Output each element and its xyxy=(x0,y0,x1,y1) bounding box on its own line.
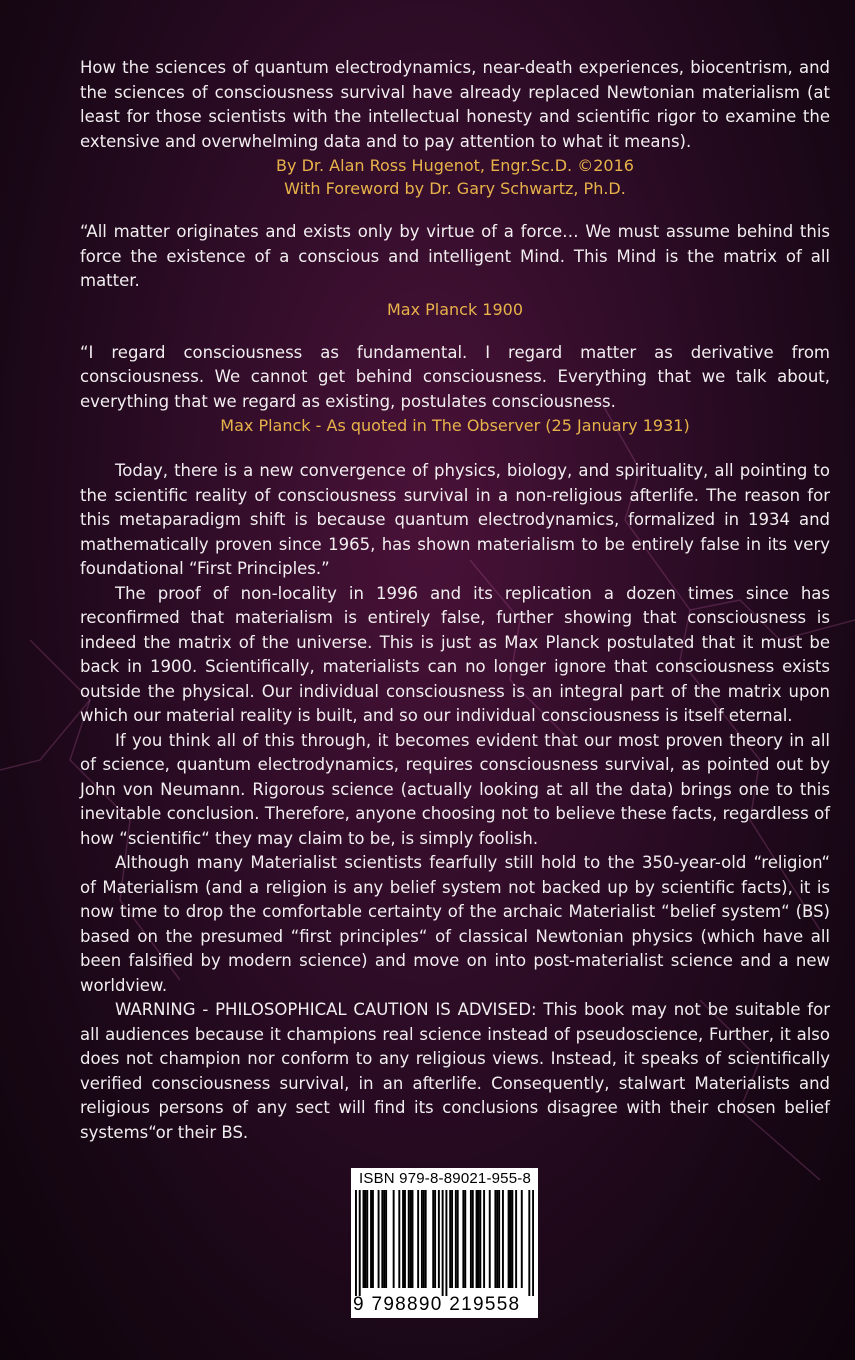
barcode-bar xyxy=(515,1190,517,1288)
body-paragraph-1: Today, there is a new convergence of physics, biology, and spirituality, all pointing to the scientific reality of consciousness survival in a non-religious afterlife. The reason for this metaparadigm shift is because quantum electrodynamics, formalized in 1934 and mathematically proven since 1965, has shown materialism to be entirely false in its very foundational “First Principles.” xyxy=(80,461,830,578)
barcode-bar xyxy=(528,1190,530,1296)
barcode-bar xyxy=(432,1190,434,1288)
barcode-bar xyxy=(408,1190,410,1288)
barcode-bar xyxy=(449,1190,451,1288)
barcode-bar xyxy=(355,1190,357,1296)
barcode-bar xyxy=(511,1190,513,1288)
barcode-bar xyxy=(442,1190,444,1296)
barcode-bar xyxy=(421,1190,423,1288)
barcode-bar xyxy=(483,1190,485,1288)
barcode-bar xyxy=(412,1190,414,1288)
planck-quote-2: “I regard consciousness as fundamental. I regard matter as derivative from consciousness. We cannot get behind consciousness. Everything that we talk about, everything that we regard as existing, postulates consciousness. xyxy=(80,342,830,411)
barcode-bar xyxy=(521,1190,523,1288)
barcode-digits: 9 798890 219558 xyxy=(353,1294,521,1315)
barcode-bar xyxy=(472,1190,474,1288)
barcode-bar xyxy=(462,1190,464,1288)
barcode-bar xyxy=(451,1190,453,1288)
barcode-bar xyxy=(477,1190,479,1288)
barcode-bar xyxy=(372,1190,374,1288)
planck-quote-2-attribution: Max Planck - As quoted in The Observer (25 January 1931) xyxy=(220,416,690,435)
body-paragraph-4: Although many Materialist scientists fearfully still hold to the 350-year-old “religion“ of Materialism (and a religion is any belief system not backed up by scientific facts), it is now time to drop the comfortable certainty of the archaic Materialist “belief system“ (BS) based on the presumed “first principles“ of classical Newtonian physics (which have all been falsified by modern science) and move on into post-materialist science and a new worldview. xyxy=(80,853,830,995)
barcode-bar xyxy=(366,1190,368,1288)
barcode-bar xyxy=(494,1190,496,1288)
barcode-bar xyxy=(410,1190,412,1288)
foreword-credit: With Foreword by Dr. Gary Schwartz, Ph.D. xyxy=(284,179,626,198)
barcode-bar xyxy=(479,1190,481,1288)
barcode-bar xyxy=(532,1190,534,1296)
barcode-bar xyxy=(385,1190,387,1288)
barcode-bar xyxy=(425,1190,427,1288)
barcode-bar xyxy=(445,1190,447,1296)
barcode-bar xyxy=(470,1190,472,1288)
back-cover-content xyxy=(80,56,830,1145)
barcode-bar xyxy=(508,1190,510,1288)
planck-quote-1: “All matter originates and exists only by virtue of a force… We must assume behind this force the existence of a conscious and intelligent Mind. This Mind is the matrix of all matter. xyxy=(80,222,830,290)
barcode-bar xyxy=(393,1190,395,1288)
body-paragraph-3: If you think all of this through, it becomes evident that our most proven theory in all of science, quantum electrodynamics, requires consciousness survival, as pointed out by John von Neumann. Rigorous science (actually looking at all the data) brings one to this inevitable conclusion. Therefore, anyone choosing not to believe these facts, regardless of how “scientific“ they may claim to be, is simply foolish. xyxy=(80,730,830,848)
barcode-bar xyxy=(476,1190,478,1288)
body-paragraph-5-warning: WARNING - PHILOSOPHICAL CAUTION IS ADVISED: This book may not be suitable for all audiences because it champions real science instead of pseudoscience, Further, it also does not champion nor conform to any religious views. Instead, it speaks of scientifically verified consciousness survival, in an afterlife. Consequently, stalwart Materialists and religious persons of any sect will find its conclusions disagree with their chosen belief systems“or their BS. xyxy=(80,1000,830,1142)
barcode-bar xyxy=(455,1190,457,1288)
barcode-bar xyxy=(434,1190,436,1288)
barcode-bar xyxy=(464,1190,466,1288)
barcode-bar xyxy=(502,1190,504,1288)
barcode-bar xyxy=(402,1190,404,1288)
barcode-bar xyxy=(359,1190,361,1296)
barcode-bar xyxy=(489,1190,491,1288)
barcode-bar xyxy=(378,1190,380,1288)
barcode-bar xyxy=(457,1190,459,1288)
barcode-bar xyxy=(404,1190,406,1288)
isbn-barcode xyxy=(351,1168,538,1318)
barcode-bar xyxy=(423,1190,425,1288)
barcode-bars xyxy=(355,1190,534,1296)
barcode-bar xyxy=(498,1190,500,1288)
barcode-bar xyxy=(496,1190,498,1288)
barcode-bar xyxy=(398,1190,400,1288)
barcode-bar xyxy=(364,1190,366,1288)
barcode-bar xyxy=(370,1190,372,1288)
barcode-bar xyxy=(417,1190,419,1288)
author-credit: By Dr. Alan Ross Hugenot, Engr.Sc.D. ©2016 xyxy=(276,156,634,175)
barcode-bar xyxy=(381,1190,383,1288)
barcode-bar xyxy=(383,1190,385,1288)
planck-quote-1-attribution: Max Planck 1900 xyxy=(386,299,524,319)
barcode-bar xyxy=(363,1190,365,1288)
barcode-bar xyxy=(438,1190,440,1288)
intro-paragraph: How the sciences of quantum electrodynamics, near-death experiences, biocentrism, and the sciences of consciousness survival have already replaced Newtonian materialism (at least for those scientists with the intellectual honesty and scientific rigor to examine the extensive and overwhelming data and to pay attention to what it means). xyxy=(80,58,830,151)
isbn-label: ISBN 979-8-89021-955-8 xyxy=(359,1170,532,1187)
body-paragraph-2: The proof of non-locality in 1996 and its replication a dozen times since has reconfirmed that materialism is entirely false, further showing that consciousness is indeed the matrix of the universe. This is just as Max Planck postulated that it must be back in 1900. Scientifically, materialists can no longer ignore that consciousness exists outside the physical. Our individual consciousness is an integral part of the matrix upon which our material reality is built, and so our individual consciousness is itself eternal. xyxy=(80,583,830,725)
barcode-bar xyxy=(510,1190,512,1288)
